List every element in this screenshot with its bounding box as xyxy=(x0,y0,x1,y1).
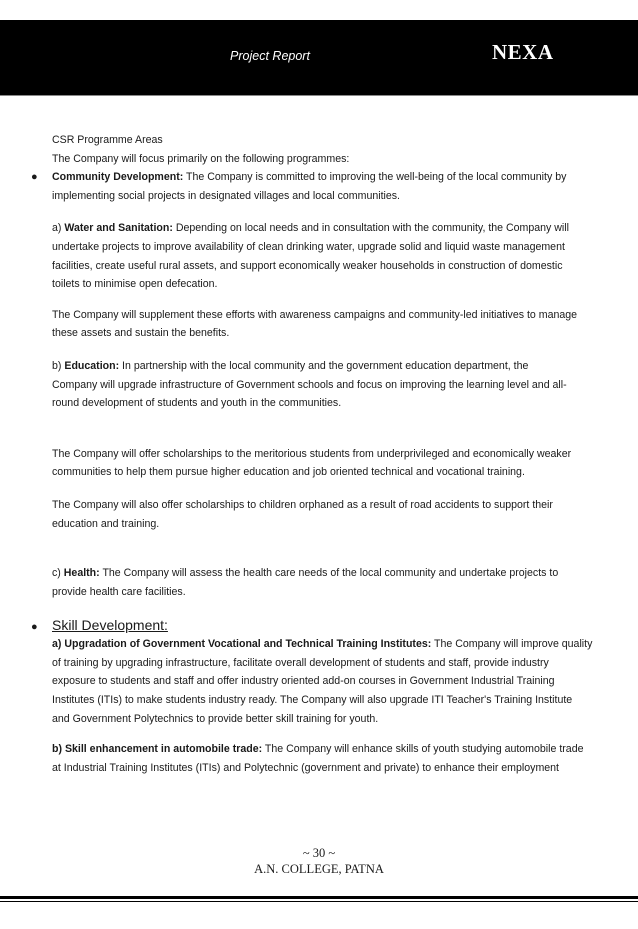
upgradation-line-1 xyxy=(52,635,638,654)
education-text: In partnership with the local community and the government education department, the xyxy=(119,359,529,372)
header-title: Project Report xyxy=(230,49,310,63)
education-line-1 xyxy=(52,357,638,376)
automobile-line-2: at Industrial Training Institutes (ITIs) and Polytechnic (government and private) to enhance their employment xyxy=(52,761,559,774)
scholarship2-line-1: The Company will also offer scholarships to children orphaned as a result of road accidents to support their xyxy=(52,498,553,511)
skill-bullet xyxy=(31,615,638,635)
scholarship1-line-2: communities to help them pursue higher education and job oriented technical and vocational training. xyxy=(52,466,525,479)
education-line-3: round development of students and youth in the communities. xyxy=(52,397,342,410)
scholarship1-line-1: The Company will offer scholarships to the meritorious students from underprivileged and economically weaker xyxy=(52,447,572,460)
supplement-line-1: The Company will supplement these efforts with awareness campaigns and community-led initiatives to manage xyxy=(52,308,578,321)
water-line-3: facilities, create useful rural assets, and support economically weaker households in construction of domestic xyxy=(52,259,563,272)
community-line-1 xyxy=(52,168,638,187)
health-prefix: c) xyxy=(52,567,64,580)
health-line-1 xyxy=(52,564,638,583)
community-text: The Company is committed to improving the well-being of the local community by xyxy=(183,171,567,184)
water-line-4: toilets to minimise open defecation. xyxy=(52,278,218,291)
header-brand-logo: NEXA xyxy=(492,40,554,64)
csr-heading: CSR Programme Areas xyxy=(52,134,163,146)
community-label: Community Development: xyxy=(52,171,184,184)
community-bullet xyxy=(31,168,638,205)
bullet-icon: ● xyxy=(31,171,38,184)
upgradation-line-3: exposure to students and staff and offer industry oriented add-on courses in Government Industrial Training xyxy=(52,675,555,688)
health-label: Health: xyxy=(63,567,100,580)
page-content xyxy=(31,131,638,777)
automobile-label: b) Skill enhancement in automobile trade: xyxy=(52,743,263,756)
intro-text: The Company will focus primarily on the following programmes: xyxy=(52,152,350,165)
automobile-text: The Company will enhance skills of youth studying automobile trade xyxy=(262,743,584,756)
scholarship2-line-2: education and training. xyxy=(52,517,160,530)
upgradation-line-2: of training by upgrading infrastructure, facilitate overall development of students and staff, provide industry xyxy=(52,656,549,669)
automobile-line-1 xyxy=(52,740,638,759)
education-prefix: b) xyxy=(52,359,65,372)
health-line-2: provide health care facilities. xyxy=(52,585,186,598)
upgradation-label: a) Upgradation of Government Vocational and Technical Training Institutes: xyxy=(52,638,432,651)
footer-college: A.N. COLLEGE, PATNA xyxy=(254,862,384,876)
page-number: ~ 30 ~ xyxy=(302,846,336,860)
education-line-2: Company will upgrade infrastructure of Government schools and focus on improving the learning level and all- xyxy=(52,378,567,391)
footer-divider-thick xyxy=(0,896,638,899)
community-line-2: implementing social projects in designated villages and local communities. xyxy=(52,189,401,202)
health-text: The Company will assess the health care needs of the local community and undertake projects to xyxy=(99,567,559,580)
supplement-line-2: these assets and sustain the benefits. xyxy=(52,327,230,340)
education-label: Education: xyxy=(64,359,120,372)
water-label: Water and Sanitation: xyxy=(64,222,173,235)
water-line-1 xyxy=(52,219,638,238)
water-prefix: a) xyxy=(52,222,65,235)
footer-divider-thin xyxy=(0,901,638,902)
bullet-icon: ● xyxy=(31,621,38,634)
upgradation-line-5: and Government Polytechnics to provide better skill training for youth. xyxy=(52,712,379,725)
water-line-2: undertake projects to improve availability of clean drinking water, upgrade solid and liquid waste management xyxy=(52,240,565,253)
upgradation-text: The Company will improve quality xyxy=(431,638,593,651)
upgradation-line-4: Institutes (ITIs) to make students industry ready. The Company will also upgrade ITI Teacher's Training Institute xyxy=(52,694,573,707)
header-divider xyxy=(0,95,638,96)
skill-heading: Skill Development: xyxy=(52,617,168,634)
water-text: Depending on local needs and in consultation with the community, the Company will xyxy=(172,222,569,235)
